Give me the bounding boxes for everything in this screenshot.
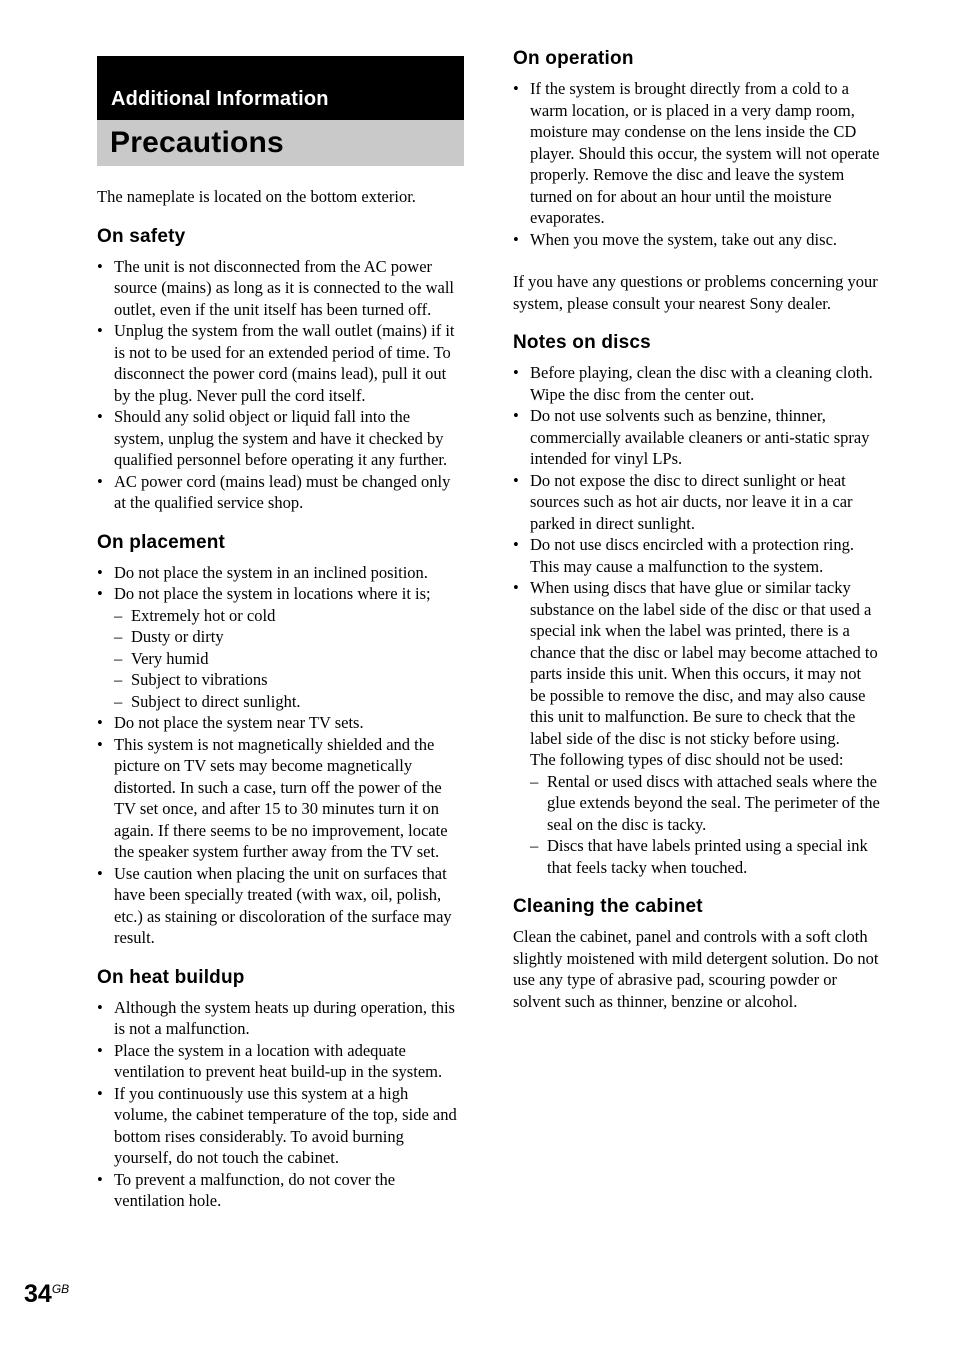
bullet-text: If you continuously use this system at a high volume, the cabinet temperature of the top, side and bottom rises considerably. To avoid burning yourself, do not touch the cabinet. (114, 1083, 457, 1167)
bullet-note: The following types of disc should not be used: (530, 750, 844, 769)
bullet-item (513, 78, 880, 229)
dash-marker: – (530, 836, 539, 855)
section (97, 226, 464, 514)
bullet-item (97, 471, 464, 514)
section (97, 532, 464, 949)
page-number: 34 (24, 1280, 52, 1308)
section (513, 48, 880, 314)
bullet-text: The unit is not disconnected from the AC power source (mains) as long as it is connected to the wall outlet, even if the unit itself has been turned off. (114, 256, 454, 319)
bullet-marker: • (513, 578, 519, 597)
bullet-item (513, 577, 880, 749)
bullet-item (513, 405, 880, 470)
bullet-text: When using discs that have glue or similar tacky substance on the label side of the disc or that used a special ink when the label was printed, there is a chance that the disc or label may become attached to parts inside this unit. When this occurs, it may not be possible to remove the disc, and may also cause this unit to malfunction. Be sure to check that the label side of the disc is not sticky before using. (530, 578, 878, 748)
bullet-marker: • (513, 229, 519, 249)
bullet-marker: • (97, 1083, 103, 1103)
page-title-bar (97, 120, 464, 166)
bullet-marker: • (97, 562, 103, 582)
bullet-marker: • (513, 406, 519, 425)
bullet-item (97, 1169, 464, 1212)
section-heading: On placement (97, 531, 226, 553)
dash-text: Very humid (131, 648, 209, 668)
section (513, 896, 880, 1012)
bullet-item (97, 256, 464, 321)
bullet-text: Before playing, clean the disc with a cleaning cloth. Wipe the disc from the center out. (530, 363, 873, 404)
bullet-marker: • (97, 407, 103, 426)
dash-text: Extremely hot or cold (131, 605, 276, 625)
bullet-item (513, 362, 880, 405)
bullet-item (97, 1040, 464, 1083)
bullet-text: Although the system heats up during operation, this is not a malfunction. (114, 997, 455, 1038)
bullet-marker: • (97, 863, 103, 883)
section (97, 967, 464, 1212)
bullet-marker: • (513, 470, 519, 490)
bullet-marker: • (513, 535, 519, 554)
section-banner-label: Additional Information (111, 88, 329, 110)
bullet-text: Do not place the system in an inclined position. (114, 562, 428, 582)
bullet-marker: • (97, 1169, 103, 1189)
section-heading: On operation (513, 48, 634, 69)
section-banner (97, 56, 464, 120)
bullet-text: When you move the system, take out any disc. (530, 229, 838, 249)
bullet-text: Do not use solvents such as benzine, thinner, commercially available cleaners or anti-static spray intended for vinyl LPs. (530, 406, 870, 468)
section-heading: On heat buildup (97, 966, 245, 988)
section-heading: Notes on discs (513, 332, 651, 353)
bullet-marker: • (97, 997, 103, 1017)
dash-item (114, 691, 464, 713)
dash-marker: – (114, 648, 123, 668)
bullet-item (97, 712, 464, 734)
dash-marker: – (114, 605, 123, 625)
bullet-text: Use caution when placing the unit on surfaces that have been specially treated (with wax, oil, polish, etc.) as staining or discoloration of the surface may result. (114, 863, 452, 947)
bullet-marker: • (97, 471, 103, 491)
dash-item (530, 835, 880, 878)
bullet-item (513, 470, 880, 535)
bullet-text: AC power cord (mains lead) must be changed only at the qualified service shop. (114, 471, 451, 512)
bullet-text: Do not place the system in locations where it is; (114, 584, 431, 603)
dash-marker: – (114, 691, 123, 711)
bullet-marker: • (513, 363, 519, 382)
bullet-text: Should any solid object or liquid fall into the system, unplug the system and have it checked by qualified personnel before operating it any further. (114, 407, 448, 469)
section-paragraph: Clean the cabinet, panel and controls with a soft cloth slightly moistened with mild detergent solution. Do not use any type of abrasive pad, scouring powder or solvent such as thinner, benzine or alcohol. (513, 927, 879, 1011)
dash-text: Discs that have labels printed using a special ink that feels tacky when touched. (547, 836, 868, 877)
bullet-text: Do not place the system near TV sets. (114, 713, 364, 732)
bullet-item (97, 583, 464, 605)
dash-text: Rental or used discs with attached seals where the glue extends beyond the seal. The perimeter of the seal on the disc is tacky. (547, 771, 880, 834)
bullet-marker: • (97, 321, 103, 340)
dash-item (530, 771, 880, 836)
section (513, 332, 880, 878)
dash-item (114, 648, 464, 670)
dash-text: Subject to vibrations (131, 670, 268, 689)
page-footer (24, 1280, 69, 1309)
bullet-text: Unplug the system from the wall outlet (mains) if it is not to be used for an extended period of time. To disconnect the power cord (mains lead), pull it out by the plug. Never pull the cord itself. (114, 321, 455, 405)
bullet-marker: • (513, 79, 519, 98)
bullet-marker: • (97, 1040, 103, 1060)
section-paragraph: If you have any questions or problems concerning your system, please consult your nearest Sony dealer. (513, 272, 878, 313)
bullet-item (97, 863, 464, 949)
intro-paragraph: The nameplate is located on the bottom exterior. (97, 187, 416, 206)
left-column (97, 48, 464, 1212)
section-heading: On safety (97, 225, 186, 247)
bullet-item (97, 406, 464, 471)
bullet-text: Place the system in a location with adequate ventilation to prevent heat build-up in the system. (114, 1040, 443, 1081)
bullet-item (513, 229, 880, 251)
bullet-item (97, 320, 464, 406)
bullet-marker: • (97, 256, 103, 276)
page-number-suffix: GB (51, 1282, 70, 1296)
dash-marker: – (114, 670, 123, 689)
dash-marker: – (530, 771, 539, 791)
bullet-text: This system is not magnetically shielded and the picture on TV sets may become magnetically distorted. In such a case, turn off the power of the TV set once, and after 15 to 30 minutes turn it on again. If there seems to be no improvement, locate the speaker system further away from the TV set. (114, 734, 448, 861)
bullet-item (97, 562, 464, 584)
dash-item (114, 669, 464, 691)
bullet-marker: • (97, 734, 103, 754)
bullet-text: Do not expose the disc to direct sunlight or heat sources such as hot air ducts, nor leave it in a car parked in direct sunlight. (530, 470, 853, 533)
bullet-text: If the system is brought directly from a cold to a warm location, or is placed in a very damp room, moisture may condense on the lens inside the CD player. Should this occur, the system will not operate properly. Remove the disc and leave the system turned on for about an hour until the moisture evaporates. (530, 79, 880, 227)
dash-text: Dusty or dirty (131, 627, 224, 646)
dash-marker: – (114, 627, 123, 646)
page-title: Precautions (110, 126, 284, 159)
right-column (513, 48, 880, 1212)
bullet-text: Do not use discs encircled with a protection ring. This may cause a malfunction to the system. (530, 535, 854, 576)
bullet-item (513, 534, 880, 577)
bullet-marker: • (97, 713, 103, 732)
bullet-marker: • (97, 584, 103, 603)
bullet-item (97, 1083, 464, 1169)
dash-text: Subject to direct sunlight. (131, 691, 301, 711)
bullet-text: To prevent a malfunction, do not cover the ventilation hole. (114, 1169, 396, 1210)
section-heading: Cleaning the cabinet (513, 896, 703, 917)
bullet-item (97, 734, 464, 863)
bullet-item (97, 997, 464, 1040)
dash-item (114, 605, 464, 627)
dash-item (114, 626, 464, 648)
